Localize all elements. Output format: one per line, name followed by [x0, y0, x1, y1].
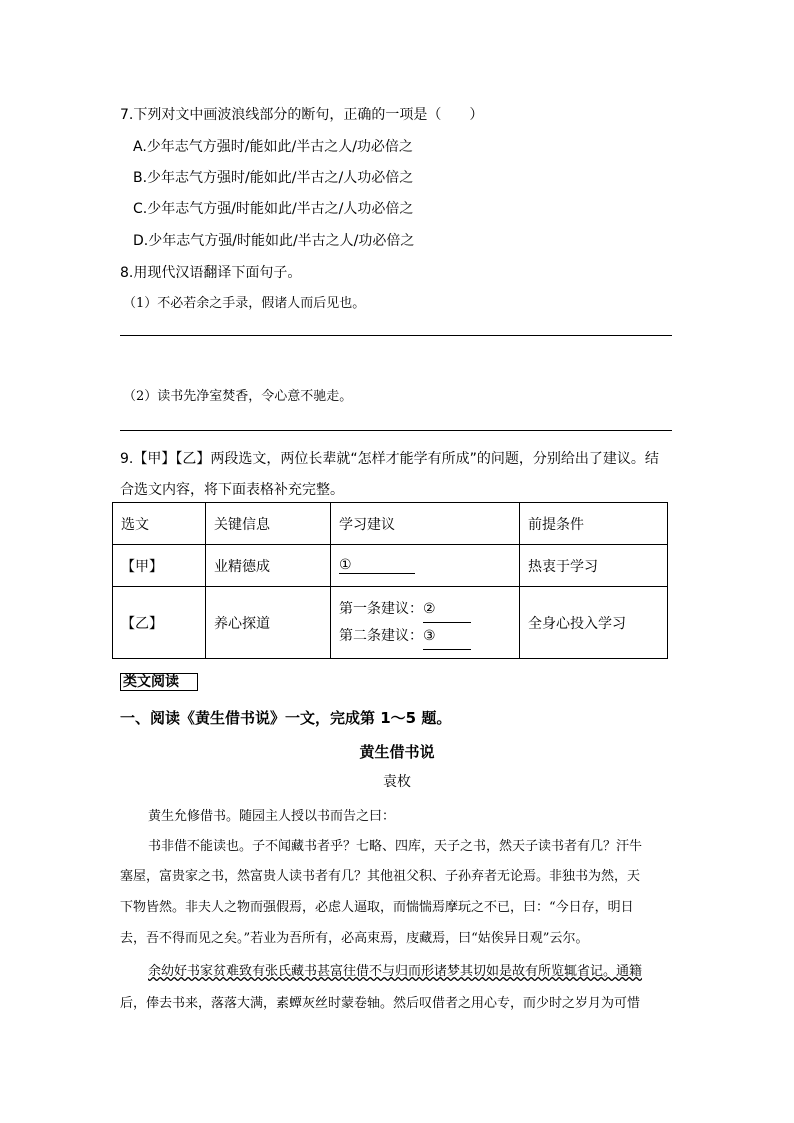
passage-line: 后，俸去书来，落落大满，素蟫灰丝时蒙卷轴。然后叹借者之用心专，而少时之岁月为可惜: [120, 996, 641, 1011]
row1-condition: 热衷于学习: [520, 545, 668, 587]
q8-stem: 8.用现代汉语翻译下面句子。: [120, 265, 302, 281]
table-row: [113, 587, 668, 659]
passage-line: 塞屋，富贵家之书，然富贵人读书者有几？其他祖父积、子孙弃者无论焉。非独书为然，天: [120, 869, 641, 884]
row1-key: 业精德成: [206, 545, 331, 587]
row1-advice[interactable]: [331, 545, 520, 587]
header-key: 关键信息: [206, 503, 331, 545]
q9-table: [112, 502, 668, 659]
header-text: 选文: [113, 503, 206, 545]
row1-text: 【甲】: [113, 545, 206, 587]
table-header-row: [113, 503, 668, 545]
section-heading: 一、阅读《黄生借书说》一文，完成第 1～5 题。: [120, 709, 452, 727]
passage-paragraph: 黄生允修借书。随园主人授以书而告之曰：: [148, 809, 396, 824]
q7-stem: 7.下列对文中画波浪线部分的断句，正确的一项是（ ）: [120, 107, 484, 123]
answer-line-1: [120, 335, 672, 336]
passage-title: 黄生借书说: [359, 743, 435, 761]
row2-key: 养心探道: [206, 587, 331, 659]
row2-condition: 全身心投入学习: [520, 587, 668, 659]
answer-line-2: [120, 430, 672, 431]
q8-item-1: （1）不必若余之手录，假诸人而后见也。: [123, 296, 366, 311]
passage-line: 去，吾不得而见之矣。”若业为吾所有，必高束焉，庋藏焉，曰“姑俟异日观”云尔。: [120, 931, 589, 946]
passage-author: 袁枚: [383, 774, 411, 790]
row2-text: 【乙】: [113, 587, 206, 659]
q9-stem-line1: 9.【甲】【乙】两段选文，两位长辈就“怎样才能学有所成”的问题，分别给出了建议。结: [120, 451, 659, 467]
q7-option-a: A.少年志气方强时/能如此/半古之人/功必倍之: [133, 139, 413, 155]
q7-option-c: C.少年志气方强/时能如此/半古之/人功必倍之: [133, 201, 414, 217]
blank-2[interactable]: ②: [423, 596, 471, 623]
blank-1[interactable]: ①: [339, 557, 415, 574]
passage-line: 书非借不能读也。子不闻藏书者乎？七略、四库，天子之书，然天子读书者有几？汗牛: [148, 839, 643, 854]
table-row: [113, 545, 668, 587]
header-condition: 前提条件: [520, 503, 668, 545]
q7-option-d: D.少年志气方强/时能如此/半古之人/功必倍之: [133, 233, 415, 249]
q8-item-2: （2）读书先净室焚香，令心意不驰走。: [123, 389, 353, 404]
header-advice: 学习建议: [331, 503, 520, 545]
q7-option-b: B.少年志气方强时/能如此/半古之/人功必倍之: [133, 170, 414, 186]
passage-line: 下物皆然。非夫人之物而强假焉，必虑人逼取，而惴惴焉摩玩之不已，曰：“今日存，明日: [120, 900, 634, 915]
q9-stem-line2: 合选文内容，将下面表格补充完整。: [120, 482, 344, 498]
suggestion-1-label: 第一条建议：: [339, 600, 423, 617]
blank-3[interactable]: ③: [423, 623, 471, 650]
suggestion-2-label: 第二条建议：: [339, 627, 423, 644]
row2-advice[interactable]: [331, 587, 520, 659]
section-tag: 类文阅读: [120, 673, 198, 691]
passage-wavy-line: 余幼好书家贫难致有张氏藏书甚富往借不与归而形诸梦其切如是故有所览辄省记。通籍: [148, 964, 643, 979]
